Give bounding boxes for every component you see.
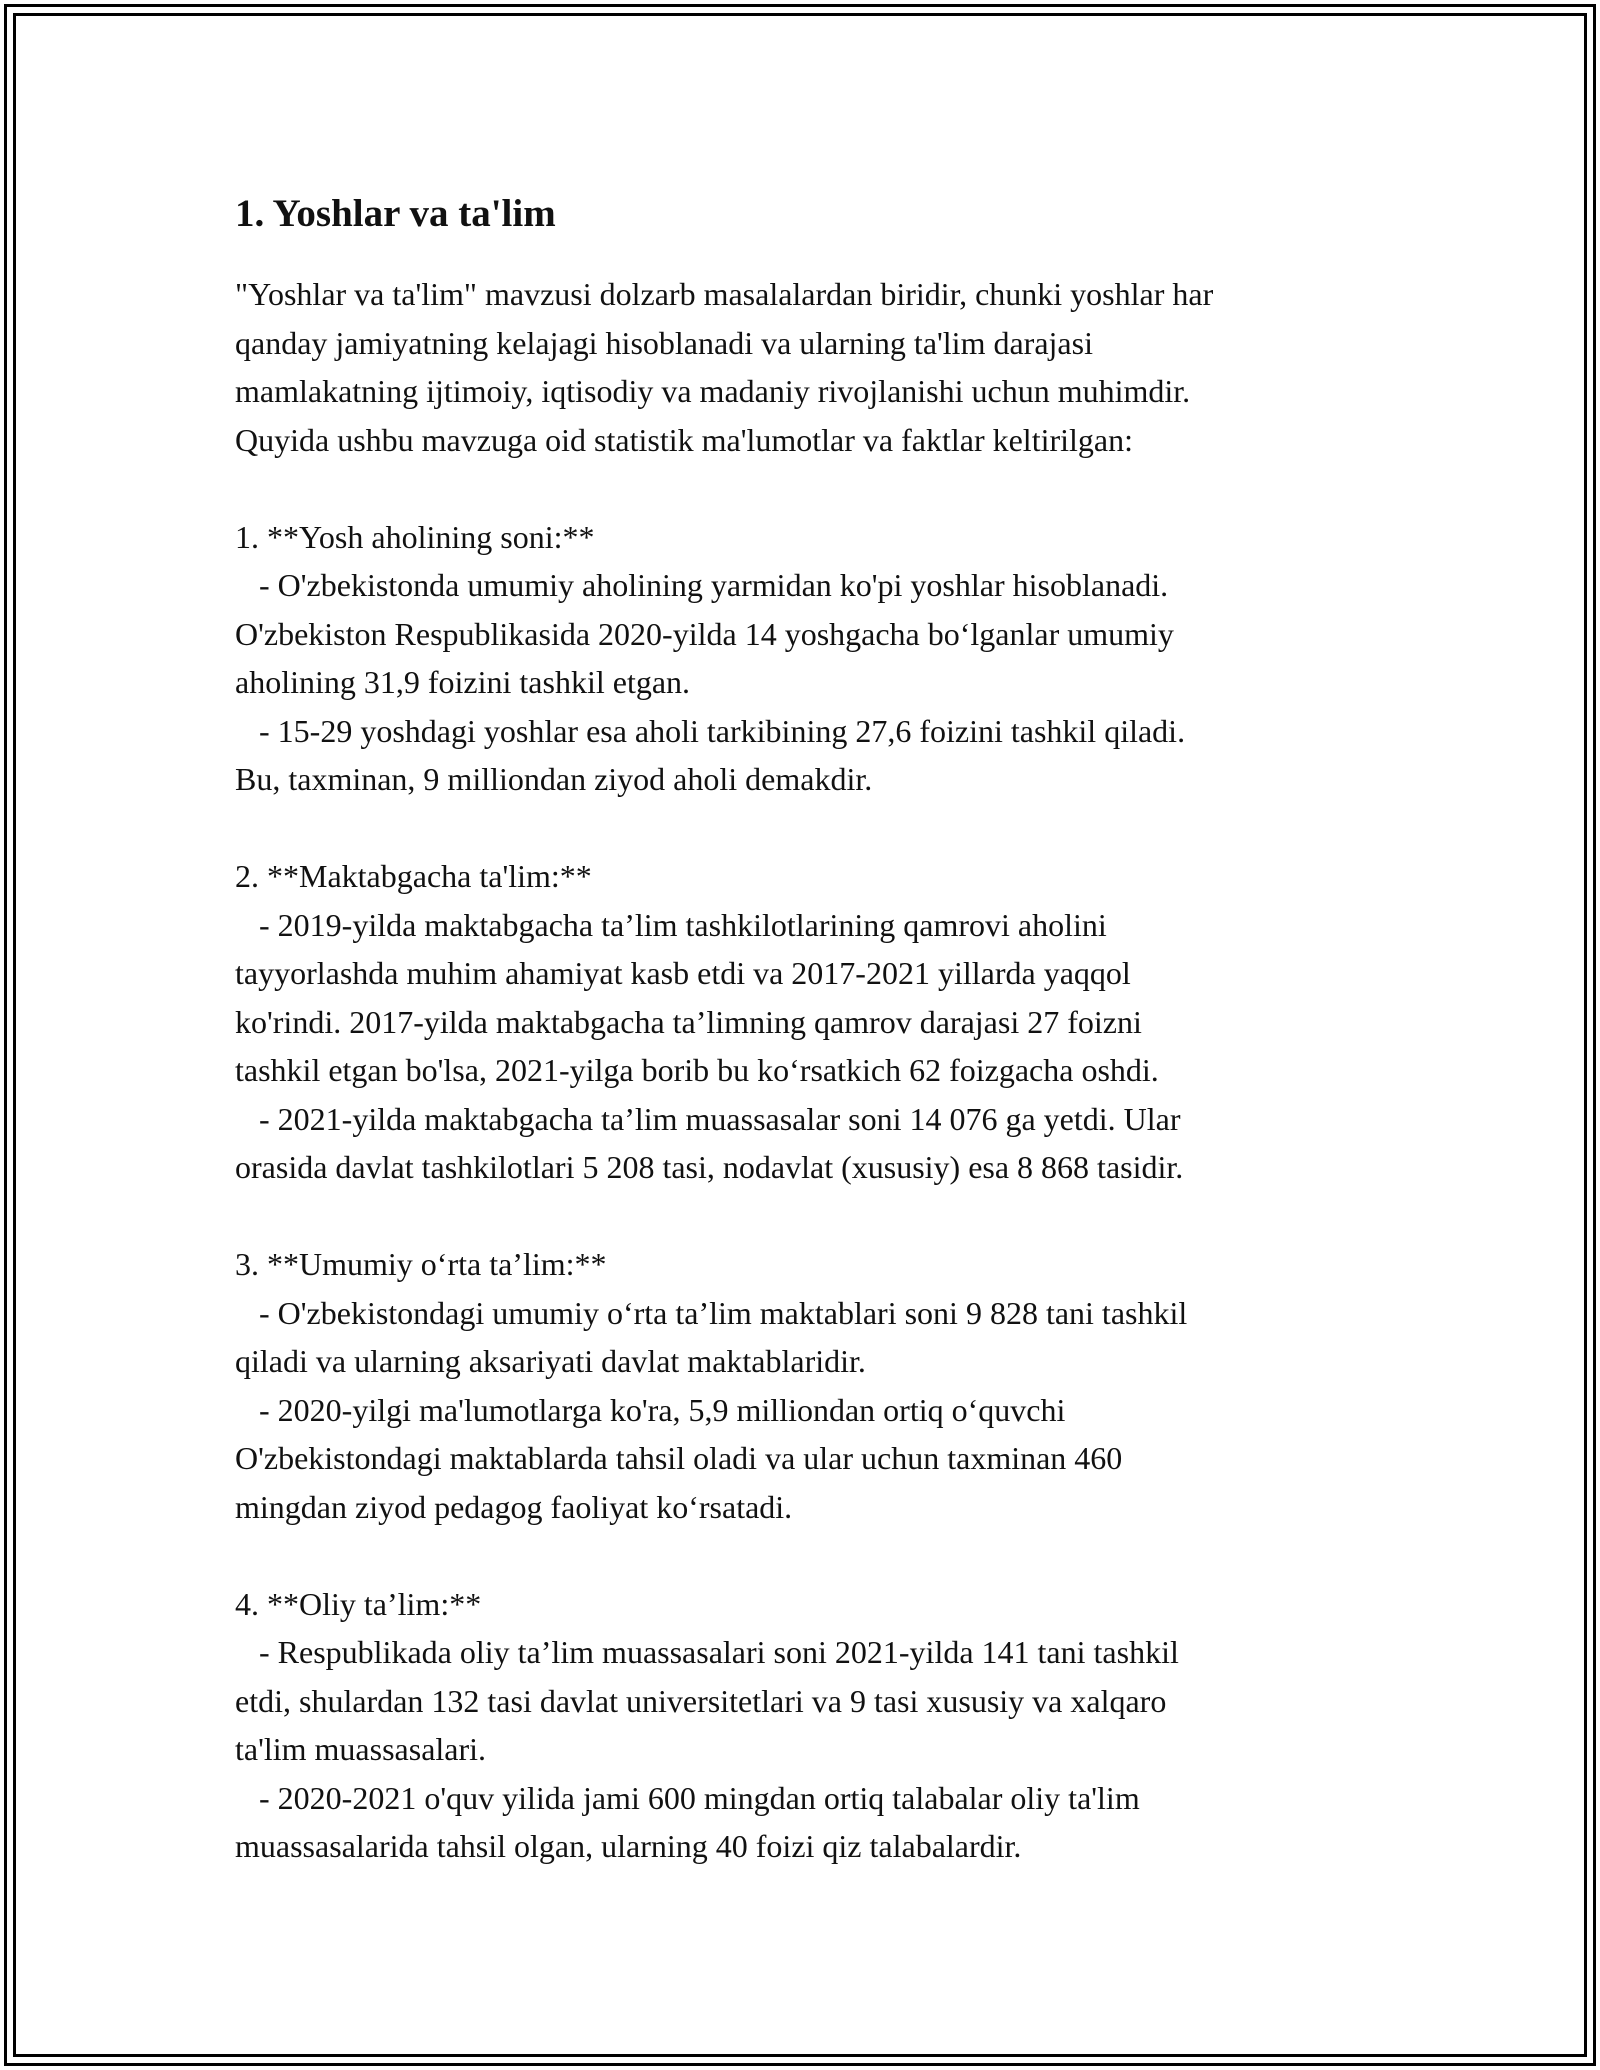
section-body: - 2019-yilda maktabgacha ta’lim tashkilotlarining qamrovi aholini tayyorlashda muhim ahamiyat kasb etdi va 2017-2021 yillarda yaqqol ko'rindi. 2017-yilda maktabgacha ta’limning qamrov darajasi 27 foizni tashkil etgan bo'lsa, 2021-yilga borib bu ko‘rsatkich 62 foizgacha oshdi. - 2021-yilda maktabgacha ta’lim muassasalar soni 14 076 ga yetdi. Ular orasida davlat tashkilotlari 5 208 tasi, nodavlat (xususiy) esa 8 868 tasidir. — [235, 906, 1184, 1185]
section-heading: 4. **Oliy ta’lim:** — [235, 1585, 482, 1622]
document-body — [235, 186, 1385, 1871]
section-general-secondary-education — [235, 1240, 1385, 1531]
section-preschool-education — [235, 852, 1385, 1192]
section-body: - O'zbekistondagi umumiy o‘rta ta’lim maktablari soni 9 828 tani tashkil qiladi va ularning aksariyati davlat maktablaridir. - 2020-yilgi ma'lumotlarga ko'ra, 5,9 milliondan ortiq o‘quvchi O'zbekistondagi maktablarda tahsil oladi va ular uchun taxminan 460 mingdan ziyod pedagog faoliyat ko‘rsatadi. — [235, 1294, 1188, 1525]
section-higher-education — [235, 1580, 1385, 1871]
section-heading: 2. **Maktabgacha ta'lim:** — [235, 858, 592, 894]
section-body: - Respublikada oliy ta’lim muassasalari soni 2021-yilda 141 tani tashkil etdi, shulardan 132 tasi davlat universitetlari va 9 tasi xususiy va xalqaro ta'lim muassasalari. - 2020-2021 o'quv yilida jami 600 mingdan ortiq talabalar oliy ta'lim muassasalarida tahsil olgan, ularning 40 foizi qiz talabalardir. — [235, 1634, 1179, 1864]
section-youth-population — [235, 513, 1385, 804]
section-heading: 3. **Umumiy o‘rta ta’lim:** — [235, 1246, 607, 1282]
section-body: - O'zbekistonda umumiy aholining yarmidan ko'pi yoshlar hisoblanadi. O'zbekiston Respublikasida 2020-yilda 14 yoshgacha bo‘lganlar umumiy aholining 31,9 foizini tashkil etgan. - 15-29 yoshdagi yoshlar esa aholi tarkibining 27,6 foizini tashkil qiladi. Bu, taxminan, 9 milliondan ziyod aholi demakdir. — [235, 567, 1186, 797]
document-title: 1. Yoshlar va ta'lim — [235, 192, 556, 235]
intro-paragraph: "Yoshlar va ta'lim" mavzusi dolzarb masalalardan biridir, chunki yoshlar har qanday jamiyatning kelajagi hisoblanadi va ularning ta'lim darajasi mamlakatning ijtimoiy, iqtisodiy va madaniy rivojlanishi uchun muhimdir. Quyida ushbu mavzuga oid statistik ma'lumotlar va faktlar keltirilgan: — [235, 276, 1214, 458]
section-heading: 1. **Yosh aholining soni:** — [235, 518, 595, 555]
